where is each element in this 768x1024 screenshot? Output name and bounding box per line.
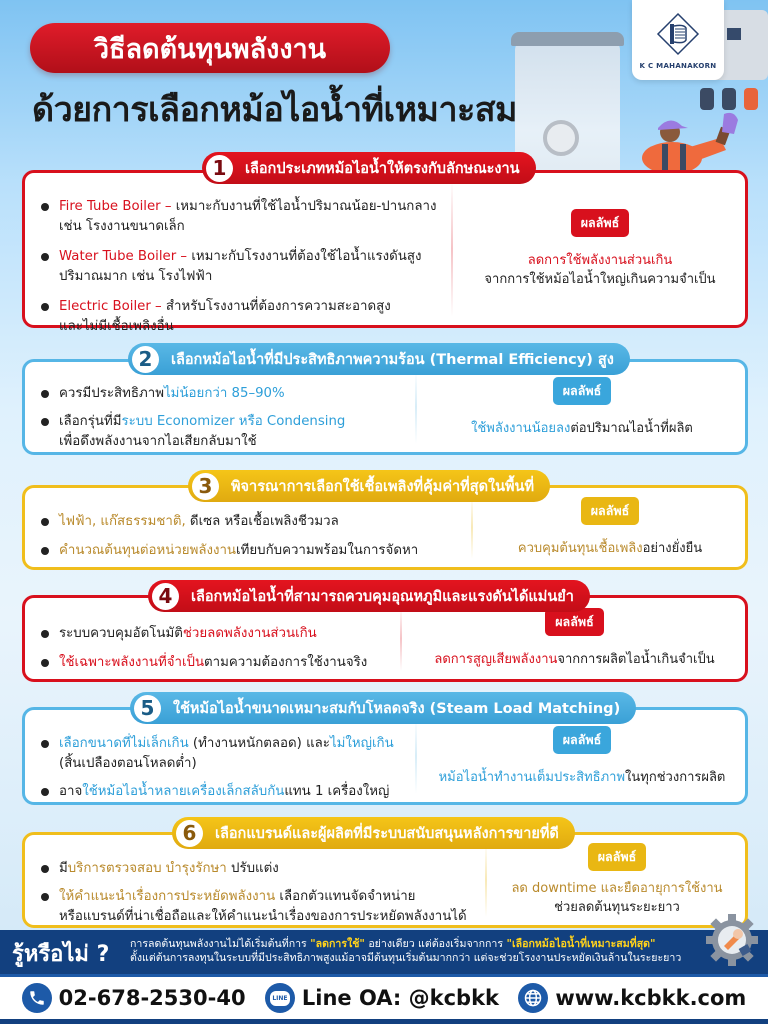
section-title: เลือกประเภทหม้อไอน้ำให้ตรงกับลักษณะงาน: [245, 160, 520, 177]
section-1: [22, 170, 748, 334]
bullet-highlight: Electric Boiler –: [59, 299, 162, 314]
section-number-badge: 6: [176, 820, 203, 847]
title-pill-text: วิธีลดต้นทุนพลังงาน: [93, 33, 327, 65]
bullet-text: เหมาะกับงานที่ใช้ไอน้ำปริมาณน้อย-ปานกลาง: [171, 199, 437, 214]
result-highlight: ควบคุมต้นทุนเชื้อเพลิง: [517, 541, 643, 556]
bullet-item: [39, 859, 467, 879]
result-highlight: ลดการใช้พลังงานส่วนเกิน: [527, 253, 673, 268]
section-6-header: [172, 817, 575, 849]
section-title: ใช้หม้อไอน้ำขนาดเหมาะสมกับโหลดจริง (Steam Load Matching): [173, 700, 621, 717]
section-title: พิจารณาการเลือกใช้เชื้อเพลิงที่คุ้มค่าที่สุดในพื้นที่: [231, 478, 535, 495]
did-you-know-text: [130, 937, 681, 965]
bullet-item: [39, 197, 436, 237]
phone-number: 02-678-2530-40: [58, 986, 246, 1010]
result-badge: ผลลัพธ์: [581, 497, 640, 525]
bullet-item: [39, 887, 467, 927]
dyk-line1-mid: อย่างเดียว แต่ต้องเริ่มจากการ: [364, 938, 507, 950]
pipes-illustration: [700, 88, 768, 110]
website-url: www.kcbkk.com: [555, 986, 747, 1010]
bullet-text-line2: เช่น โรงงานขนาดเล็ก: [59, 219, 185, 234]
pressure-gauge-illustration: [543, 120, 579, 156]
kc-logo-icon: [656, 12, 700, 56]
contact-footer: [0, 974, 768, 1024]
section-number-badge: 2: [132, 346, 159, 373]
result-highlight: หม้อไอน้ำทำงานเต็มประสิทธิภาพ: [438, 769, 626, 785]
bullet-item: [39, 412, 345, 452]
dyk-highlight: "เลือกหม้อไอน้ำที่เหมาะสมที่สุด": [506, 938, 656, 950]
bullet-text: มี: [59, 861, 68, 876]
bullet-text: ปรับแต่ง: [226, 861, 279, 876]
divider: [451, 181, 453, 317]
line-oa-id: Line OA: @kcbkk: [301, 986, 500, 1010]
bullet-item: [39, 782, 394, 802]
dyk-line1-pre: การลดต้นทุนพลังงานไม่ได้เริ่มต้นที่การ: [130, 938, 311, 950]
bullet-item: [39, 624, 367, 644]
section-3-header: [188, 470, 550, 502]
result-badge: ผลลัพธ์: [553, 377, 612, 405]
divider: [415, 370, 417, 444]
bullet-text-line2: เพื่อดึงพลังงานจากไอเสียกลับมาใช้: [59, 434, 257, 449]
bullet-highlight: ไฟฟ้า, แก๊สธรรมชาติ,: [59, 514, 186, 529]
bullet-highlight: ใช้เฉพาะพลังงานที่จำเป็น: [59, 655, 205, 670]
result-text: จากการผลิตไอน้ำเกินจำเป็น: [557, 652, 715, 667]
section-5-header: [130, 692, 636, 724]
result-text: ในทุกช่วงการผลิต: [625, 769, 726, 785]
bullet-item: [39, 734, 394, 774]
bullet-highlight: Water Tube Boiler –: [59, 249, 188, 264]
result-text: ต่อปริมาณไอน้ำที่ผลิต: [570, 420, 693, 436]
line-icon: [265, 983, 295, 1013]
bullet-highlight: เลือกขนาดที่ไม่เล็กเกิน: [59, 736, 189, 751]
result-panel: [455, 173, 745, 325]
result-text: ช่วยลดต้นทุนระยะยาว: [554, 900, 680, 915]
bullet-highlight: ช่วยลดพลังงานส่วนเกิน: [182, 626, 317, 641]
section-number-badge: 3: [192, 473, 219, 500]
bullet-text: ดีเซล หรือเชื้อเพลิงชีวมวล: [185, 514, 339, 529]
bullet-highlight: ให้คำแนะนำเรื่องการประหยัดพลังงาน: [59, 889, 276, 904]
bullet-item: [39, 297, 436, 337]
bullet-text: ตามความต้องการใช้งานจริง: [204, 655, 368, 670]
bullet-text: สำหรับโรงงานที่ต้องการความสะอาดสูง: [161, 299, 391, 314]
bullet-highlight: Fire Tube Boiler –: [59, 199, 172, 214]
divider: [400, 606, 402, 671]
globe-icon: [518, 983, 548, 1013]
result-text: อย่างยั่งยืน: [642, 541, 703, 556]
bullet-highlight: ระบบ Economizer หรือ Condensing: [121, 414, 346, 429]
did-you-know-title: รู้หรือไม่ ?: [12, 942, 110, 967]
result-panel: [419, 362, 745, 452]
dyk-highlight: "ลดการใช้": [310, 938, 365, 950]
dyk-line2: ตั้งแต่ต้นการลงทุนในระบบที่มีประสิทธิภาพสูงแม้อาจมีต้นทุนเริ่มต้นมากกว่า แต่จะช่วยโรงงานประหยัดเงินล้านในระยะยาว: [130, 952, 682, 964]
bullet-item: [39, 512, 418, 532]
result-badge: ผลลัพธ์: [545, 608, 604, 636]
logo-text: K C MAHANAKORN: [639, 62, 717, 70]
company-logo: [632, 0, 724, 80]
bullet-text: ระบบควบคุมอัตโนมัติ: [59, 626, 183, 641]
section-number-badge: 1: [206, 155, 233, 182]
section-title: เลือกแบรนด์และผู้ผลิตที่มีระบบสนับสนุนหลังการขายที่ดี: [215, 825, 559, 842]
divider: [415, 718, 417, 794]
bullet-text: (ทำงานหนักตลอด) และ: [188, 736, 330, 751]
title-pill: [30, 23, 390, 73]
bullet-text: เหมาะกับโรงงานที่ต้องใช้ไอน้ำแรงดันสูง: [187, 249, 422, 264]
bullet-highlight: ไม่ใหญ่เกิน: [329, 736, 394, 751]
section-number-badge: 5: [134, 695, 161, 722]
phone-contact[interactable]: [22, 983, 246, 1013]
section-title: เลือกหม้อไอน้ำที่มีประสิทธิภาพความร้อน (Thermal Efficiency) สูง: [171, 351, 614, 368]
website-contact[interactable]: [518, 983, 746, 1013]
bullet-item: [39, 653, 367, 673]
worker-illustration: [640, 110, 750, 170]
bullet-text: อาจ: [59, 784, 83, 799]
bullet-highlight: ไม่น้อยกว่า 85–90%: [164, 386, 285, 401]
bullet-item: [39, 247, 436, 287]
section-4-header: [148, 580, 590, 612]
line-contact[interactable]: [265, 983, 499, 1013]
bullet-text: เลือกรุ่นที่มี: [59, 414, 122, 429]
result-highlight: ลด downtime และยืดอายุการใช้งาน: [511, 881, 723, 896]
gear-wrench-icon: [704, 912, 760, 968]
result-highlight: ลดการสูญเสียพลังงาน: [434, 652, 558, 667]
bullet-highlight: คำนวณต้นทุนต่อหน่วยพลังงาน: [59, 543, 237, 558]
bullet-text: เทียบกับความพร้อมในการจัดหา: [236, 543, 419, 558]
bullet-text: แทน 1 เครื่องใหญ่: [284, 784, 390, 799]
result-badge: ผลลัพธ์: [588, 843, 647, 871]
section-title: เลือกหม้อไอน้ำที่สามารถควบคุมอุณหภูมิและแรงดันได้แม่นยำ: [191, 588, 574, 605]
bullet-text-line2: ปริมาณมาก เช่น โรงไฟฟ้า: [59, 269, 213, 284]
bullet-text-line2: หรือแบรนด์ที่น่าเชื่อถือและให้คำแนะนำเรื่องของการประหยัดพลังงานได้: [59, 909, 467, 924]
bullet-highlight: บริการตรวจสอบ บำรุงรักษา: [67, 861, 227, 876]
bullet-text-line2: (สิ้นเปลืองตอนโหลดต่ำ): [59, 756, 197, 771]
bullet-item: [39, 541, 418, 561]
phone-icon: [22, 983, 52, 1013]
result-highlight: ใช้พลังงานน้อยลง: [471, 420, 571, 436]
bullet-text: ควรมีประสิทธิภาพ: [59, 386, 164, 401]
line-icon-text: LINE: [270, 991, 290, 1006]
did-you-know-banner: [0, 930, 768, 974]
bullet-text: เลือกตัวแทนจัดจำหน่าย: [275, 889, 416, 904]
result-badge: ผลลัพธ์: [553, 726, 612, 754]
bullet-highlight: ใช้หม้อไอน้ำหลายเครื่องเล็กสลับกัน: [82, 784, 285, 799]
section-number-badge: 4: [152, 583, 179, 610]
section-1-header: [202, 152, 536, 184]
result-badge: ผลลัพธ์: [571, 209, 630, 237]
result-text: จากการใช้หม้อไอน้ำใหญ่เกินความจำเป็น: [484, 272, 716, 287]
bullet-item: [39, 384, 345, 404]
bullet-text-line2: และไม่มีเชื้อเพลิงอื่น: [59, 319, 174, 334]
divider: [471, 496, 473, 559]
page-title: ด้วยการเลือกหม้อไอน้ำที่เหมาะสม: [32, 90, 517, 130]
section-2-header: [128, 343, 630, 375]
divider: [485, 843, 487, 917]
